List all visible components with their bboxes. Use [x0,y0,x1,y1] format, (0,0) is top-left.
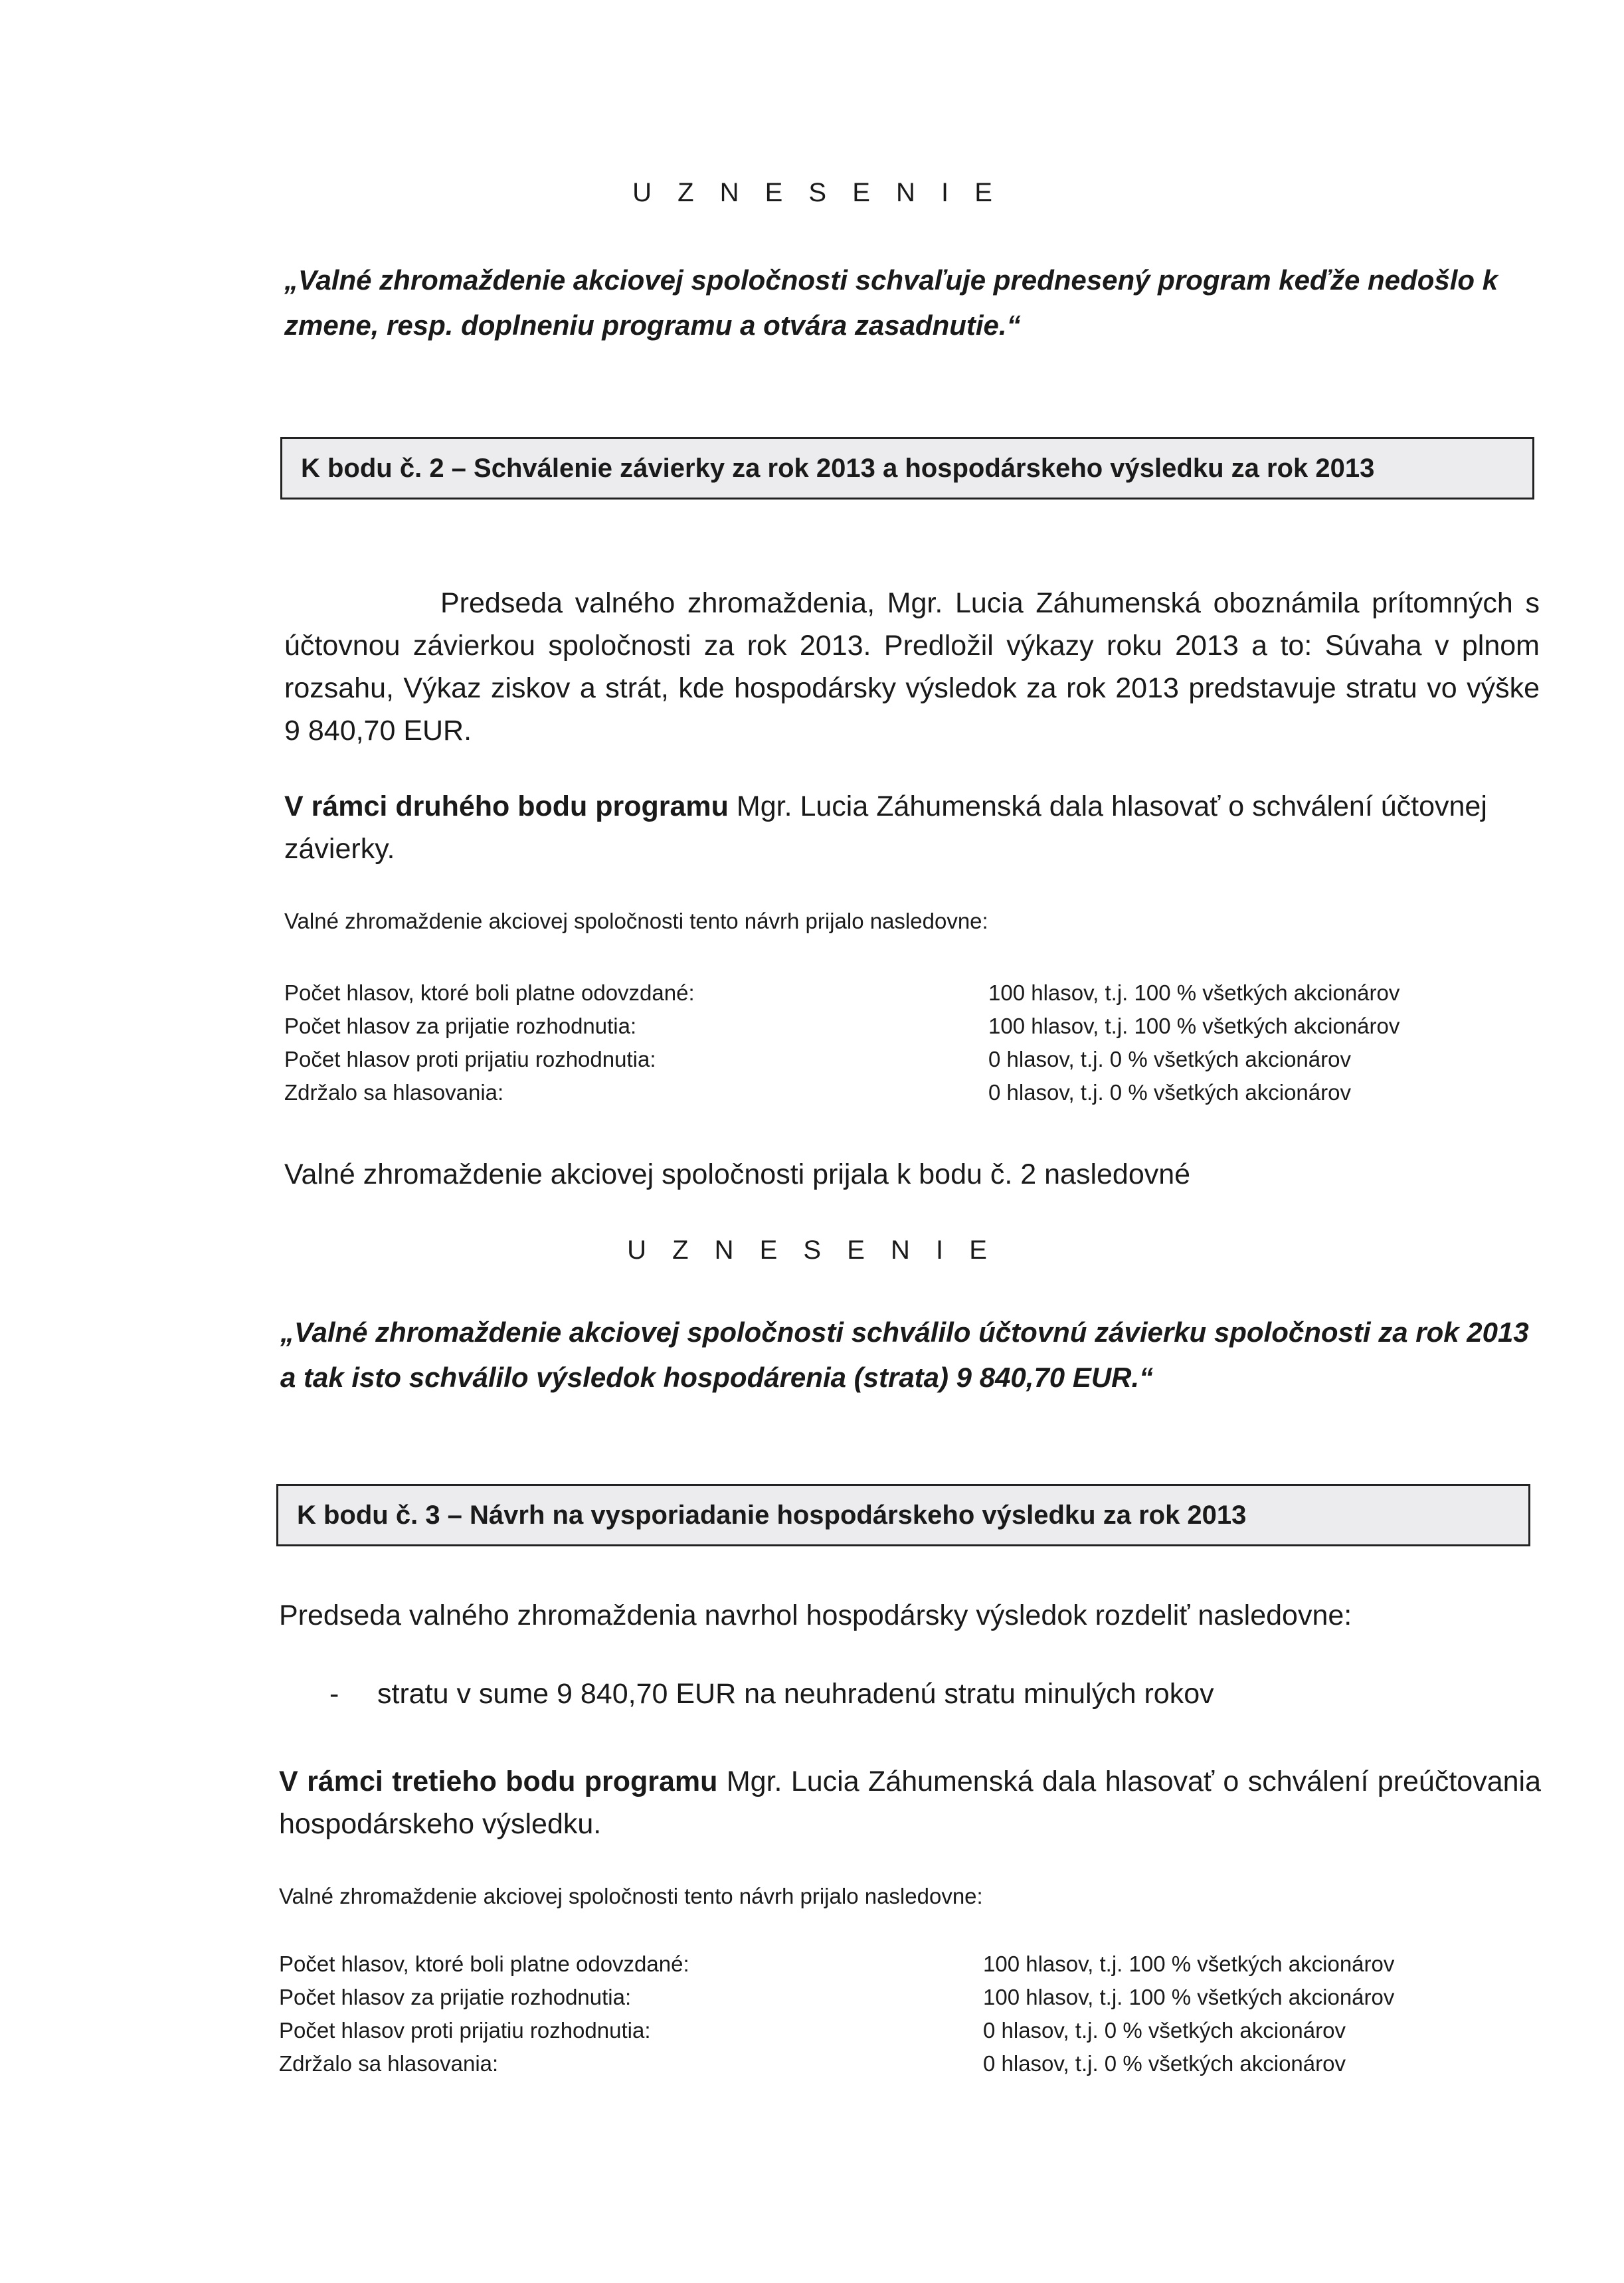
vote-row [279,1948,1541,1981]
vote-value: 100 hlasov, t.j. 100 % všetkých akcionárov [988,1014,1400,1038]
item3-list-item [329,1678,1214,1710]
vote-value: 100 hlasov, t.j. 100 % všetkých akcionárov [988,980,1400,1005]
item2-votes-table [284,976,1540,1109]
item2-vote-call-rest: Mgr. Lucia Záhumenská dala hlasovať o schválení účtovnej závierky. [284,790,1487,865]
vote-row [284,976,1540,1010]
vote-value: 0 hlasov, t.j. 0 % všetkých akcionárov [983,2018,1346,2043]
vote-value: 0 hlasov, t.j. 0 % všetkých akcionárov [988,1080,1351,1105]
item3-votes-table [279,1948,1541,2080]
item3-title-box [276,1484,1530,1546]
vote-row [284,1076,1540,1109]
vote-value: 0 hlasov, t.j. 0 % všetkých akcionárov [983,2051,1346,2076]
resolution-heading-2: U Z N E S E N I E [627,1235,996,1265]
item2-accepted-line: Valné zhromaždenie akciovej spoločnosti tento návrh prijalo nasledovne: [284,909,988,933]
vote-label: Zdržalo sa hlasovania: [279,2051,499,2076]
vote-label: Počet hlasov, ktoré boli platne odovzdané: [279,1952,689,1976]
vote-row [279,1981,1541,2014]
item3-vote-call-bold: V rámci tretieho bodu programu [279,1766,718,1797]
vote-row [284,1010,1540,1043]
vote-label: Počet hlasov, ktoré boli platne odovzdané: [284,980,695,1005]
vote-row [279,2047,1541,2080]
resolution-text-1: „Valné zhromaždenie akciovej spoločnosti schvaľuje prednesený program keďže nedošlo k zmene, resp. doplneniu programu a otvára zasadnutie.“ [284,264,1498,341]
vote-label: Počet hlasov proti prijatiu rozhodnutia: [279,2018,651,2043]
vote-row [284,1043,1540,1076]
item2-vote-call-bold: V rámci druhého bodu programu [284,790,729,822]
item3-intro: Predseda valného zhromaždenia navrhol hospodársky výsledok rozdeliť nasledovne: [279,1599,1352,1631]
item2-title: K bodu č. 2 – Schválenie závierky za rok 2013 a hospodárskeho výsledku za rok 2013 [301,453,1375,483]
resolution-text-2: „Valné zhromaždenie akciovej spoločnosti schválilo účtovnú závierku spoločnosti za rok 2013 a tak isto schválilo výsledok hospodárenia (strata) 9 840,70 EUR.“ [280,1317,1529,1393]
vote-row [279,2014,1541,2047]
item2-title-box [280,437,1534,500]
resolution-heading-1: U Z N E S E N I E [632,178,1002,207]
vote-value: 100 hlasov, t.j. 100 % všetkých akcionárov [983,1952,1395,1976]
vote-label: Počet hlasov za prijatie rozhodnutia: [284,1014,637,1038]
item2-intro: Predseda valného zhromaždenia, Mgr. Lucia Záhumenská oboznámila prítomných s účtovnou závierkou spoločnosti za rok 2013. Predložil výkazy roku 2013 a to: Súvaha v plnom rozsahu, Výkaz ziskov a strát, kde hospodársky výsledok za rok 2013 predstavuje stratu vo výške 9 840,70 EUR. [284,587,1540,747]
item2-vote-call [284,785,1540,870]
item3-title: K bodu č. 3 – Návrh na vysporiadanie hospodárskeho výsledku za rok 2013 [297,1500,1247,1530]
item3-vote-call-rest: Mgr. Lucia Záhumenská dala hlasovať o schválení preúčtovania hospodárskeho výsledku. [279,1766,1542,1840]
vote-label: Zdržalo sa hlasovania: [284,1080,504,1105]
vote-label: Počet hlasov za prijatie rozhodnutia: [279,1985,632,2009]
vote-label: Počet hlasov proti prijatiu rozhodnutia: [284,1047,656,1071]
vote-value: 100 hlasov, t.j. 100 % všetkých akcionárov [983,1985,1395,2009]
item3-vote-call [279,1760,1541,1845]
vote-value: 0 hlasov, t.j. 0 % všetkých akcionárov [988,1047,1351,1071]
item2-adopted-line: Valné zhromaždenie akciovej spoločnosti prijala k bodu č. 2 nasledovné [284,1158,1191,1190]
list-item-text: stratu v sume 9 840,70 EUR na neuhradenú stratu minulých rokov [377,1678,1214,1710]
list-dash: - [329,1678,339,1710]
item3-accepted-line: Valné zhromaždenie akciovej spoločnosti tento návrh prijalo nasledovne: [279,1884,983,1908]
